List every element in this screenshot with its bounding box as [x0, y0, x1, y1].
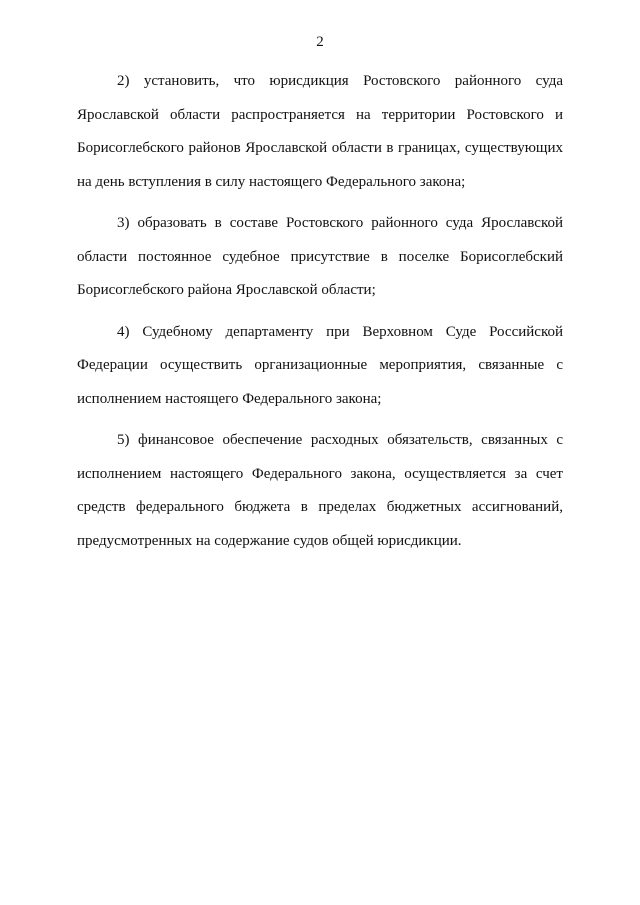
- page-number: 2: [316, 34, 324, 50]
- paragraph-item-5: 5) финансовое обеспечение расходных обязательств, связанных с исполнением настоящего Федерального закона, осуществляется за счет средств федерального бюджета в пределах бюджетных ассигнований, предусмотренных на содержание судов общей юрисдикции.: [77, 432, 563, 549]
- paragraph-item-2: 2) установить, что юрисдикция Ростовского районного суда Ярославской области распространяется на территории Ростовского и Борисоглебского районов Ярославской области в границах, существующих на день вступления в силу настоящего Федерального закона;: [77, 73, 563, 190]
- paragraph-item-3: 3) образовать в составе Ростовского районного суда Ярославской области постоянное судебное присутствие в поселке Борисоглебский Борисоглебского района Ярославской области;: [77, 215, 563, 298]
- paragraph-item-4: 4) Судебному департаменту при Верховном Суде Российской Федерации осуществить организационные мероприятия, связанные с исполнением настоящего Федерального закона;: [77, 323, 563, 407]
- document-body: [77, 65, 563, 566]
